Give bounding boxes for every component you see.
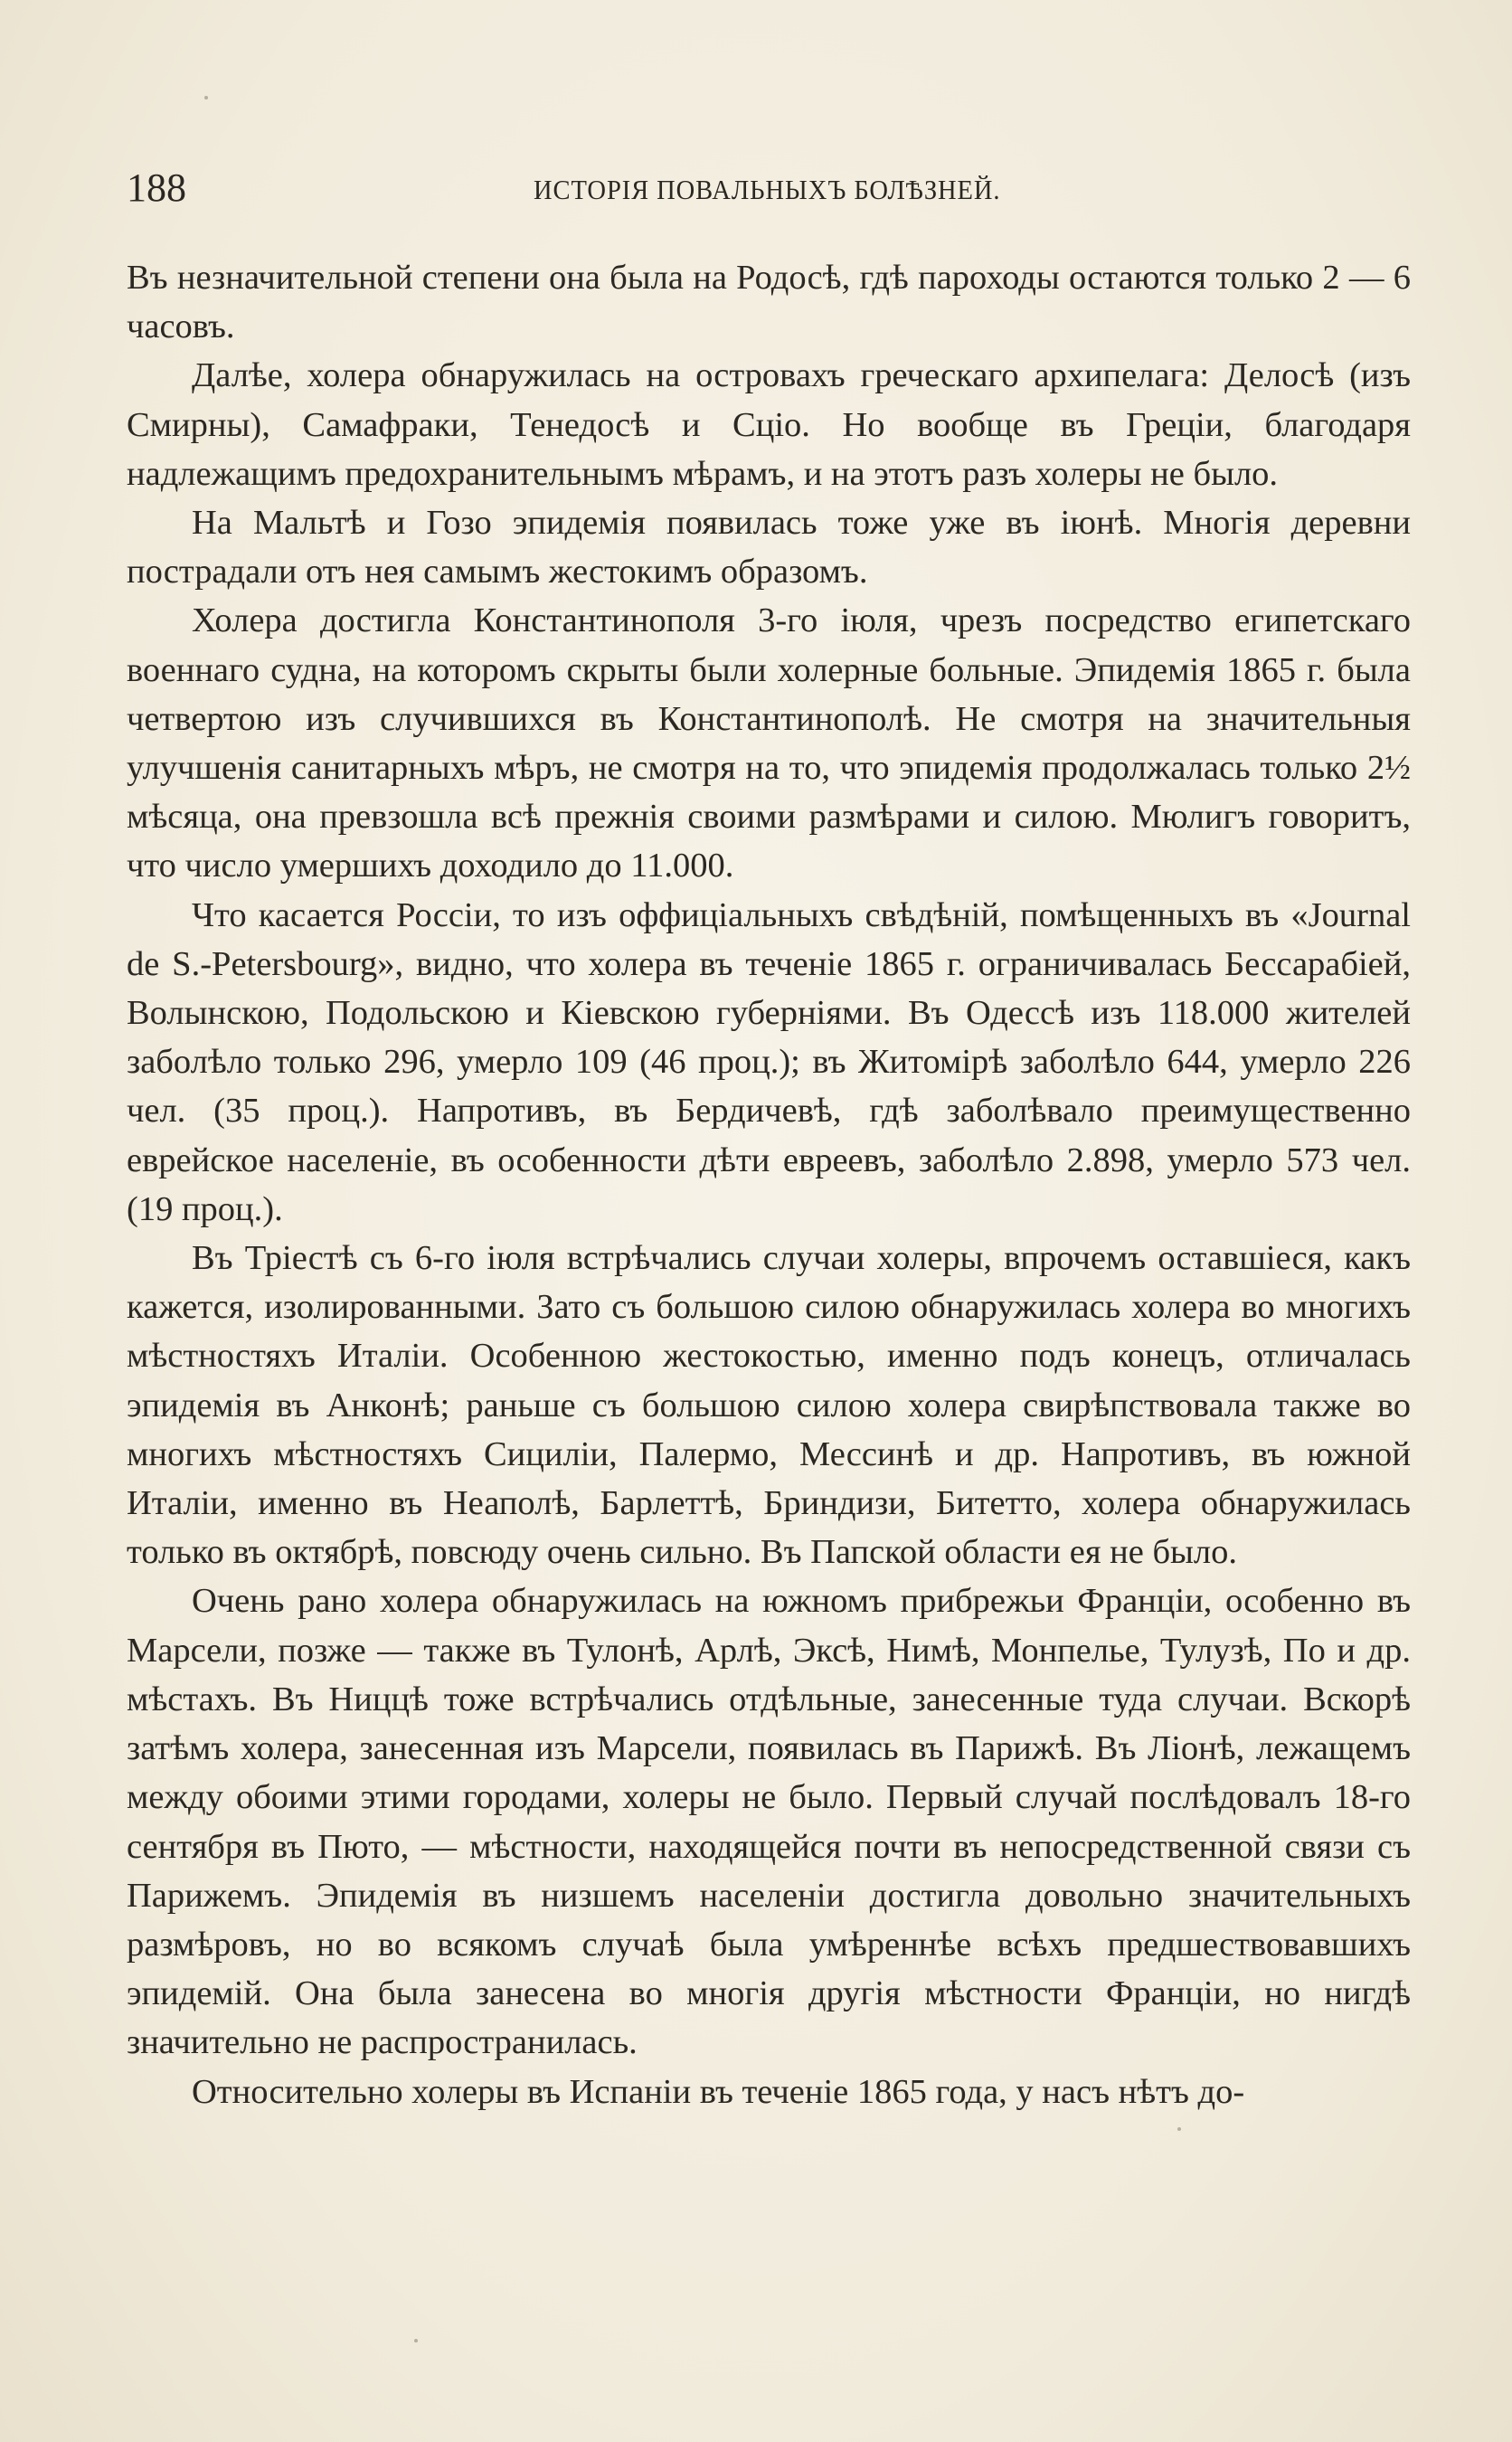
print-speck: [414, 2339, 418, 2343]
paragraph: Относительно холеры въ Испаніи въ теченіе 1865 года, у насъ нѣтъ до-: [192, 2072, 1245, 2111]
paragraph: Въ незначительной степени она была на Родосѣ, гдѣ пароходы остаются только 2 — 6 часовъ.: [127, 259, 1411, 346]
paragraph: Очень рано холера обнаружилась на южномъ прибрежьи Франціи, особенно въ Марсели, позже — также въ Тулонѣ, Арлѣ, Эксѣ, Нимѣ, Монпелье, Тулузѣ, По и др. мѣстахъ. Въ Ниццѣ тоже встрѣчались отдѣльные, занесенные туда случаи. Вскорѣ затѣмъ холера, занесенная изъ Марсели, появилась въ Парижѣ. Въ Ліонѣ, лежащемъ между обоими этими городами, холеры не было. Первый случай послѣдовалъ 18-го сентября въ Пюто, — мѣстности, находящейся почти въ непосредственной связи съ Парижемъ. Эпидемія въ низшемъ населеніи достигла довольно значительныхъ размѣровъ, но во всякомъ случаѣ была умѣреннѣе всѣхъ предшествовавшихъ эпидемій. Она была занесена во многія другія мѣстности Франціи, но нигдѣ значительно не распространилась.: [127, 1582, 1411, 2062]
running-title: ИСТОРІЯ ПОВАЛЬНЫХЪ БОЛѢЗНЕЙ.: [534, 174, 1001, 205]
paragraph: Далѣе, холера обнаружилась на островахъ греческаго архипелага: Делосѣ (изъ Смирны), Самафраки, Тенедосѣ и Сціо. Но вообще въ Греціи, благодаря надлежащимъ предохранительнымъ мѣрамъ, и на этотъ разъ холеры не было.: [127, 356, 1411, 493]
paragraph: На Мальтѣ и Гозо эпидемія появилась тоже уже въ іюнѣ. Многія деревни пострадали отъ нея самымъ жестокимъ образомъ.: [127, 504, 1411, 592]
print-speck: [1177, 2127, 1181, 2131]
paragraph: Холера достигла Константинополя 3-го іюля, чрезъ посредство египетскаго военнаго судна, на которомъ скрыты были холерные больные. Эпидемія 1865 г. была четвертою изъ случившихся въ Константинополѣ. Не смотря на значительныя улучшенія санитарныхъ мѣръ, не смотря на то, что эпидемія продолжалась только 2½ мѣсяца, она превзошла всѣ прежнія своими размѣрами и силою. Мюлигъ говоритъ, что число умершихъ доходило до 11.000.: [127, 601, 1411, 885]
print-speck: [204, 96, 208, 99]
paragraph: Въ Тріестѣ съ 6-го іюля встрѣчались случаи холеры, впрочемъ оставшіеся, какъ кажется, изолированными. Зато съ большою силою обнаружилась холера во многихъ мѣстностяхъ Италіи. Особенною жестокостью, именно подъ конецъ, отличалась эпидемія въ Анконѣ; раньше съ большою силою холера свирѣпствовала также во многихъ мѣстностяхъ Сициліи, Палермо, Мессинѣ и др. Напротивъ, въ южной Италіи, именно въ Неаполѣ, Барлеттѣ, Бриндизи, Битетто, холера обнаружилась только въ октябрѣ, повсюду очень сильно. Въ Папской области ея не было.: [127, 1239, 1411, 1572]
page-header: [127, 165, 1411, 219]
body-text: [127, 253, 1411, 2116]
page-number: 188: [127, 166, 186, 210]
paragraph: Что касается Россіи, то изъ оффиціальныхъ свѣдѣній, помѣщенныхъ въ «Journal de S.-Petersbourg», видно, что холера въ теченіе 1865 г. ограничивалась Бессарабіей, Волынскою, Подольскою и Кіевскою губерніями. Въ Одессѣ изъ 118.000 жителей заболѣло только 296, умерло 109 (46 проц.); въ Житомірѣ заболѣло 644, умерло 226 чел. (35 проц.). Напротивъ, въ Бердичевѣ, гдѣ заболѣвало преимущественно еврейское населеніе, въ особенности дѣти евреевъ, заболѣло 2.898, умерло 573 чел. (19 проц.).: [127, 895, 1411, 1228]
